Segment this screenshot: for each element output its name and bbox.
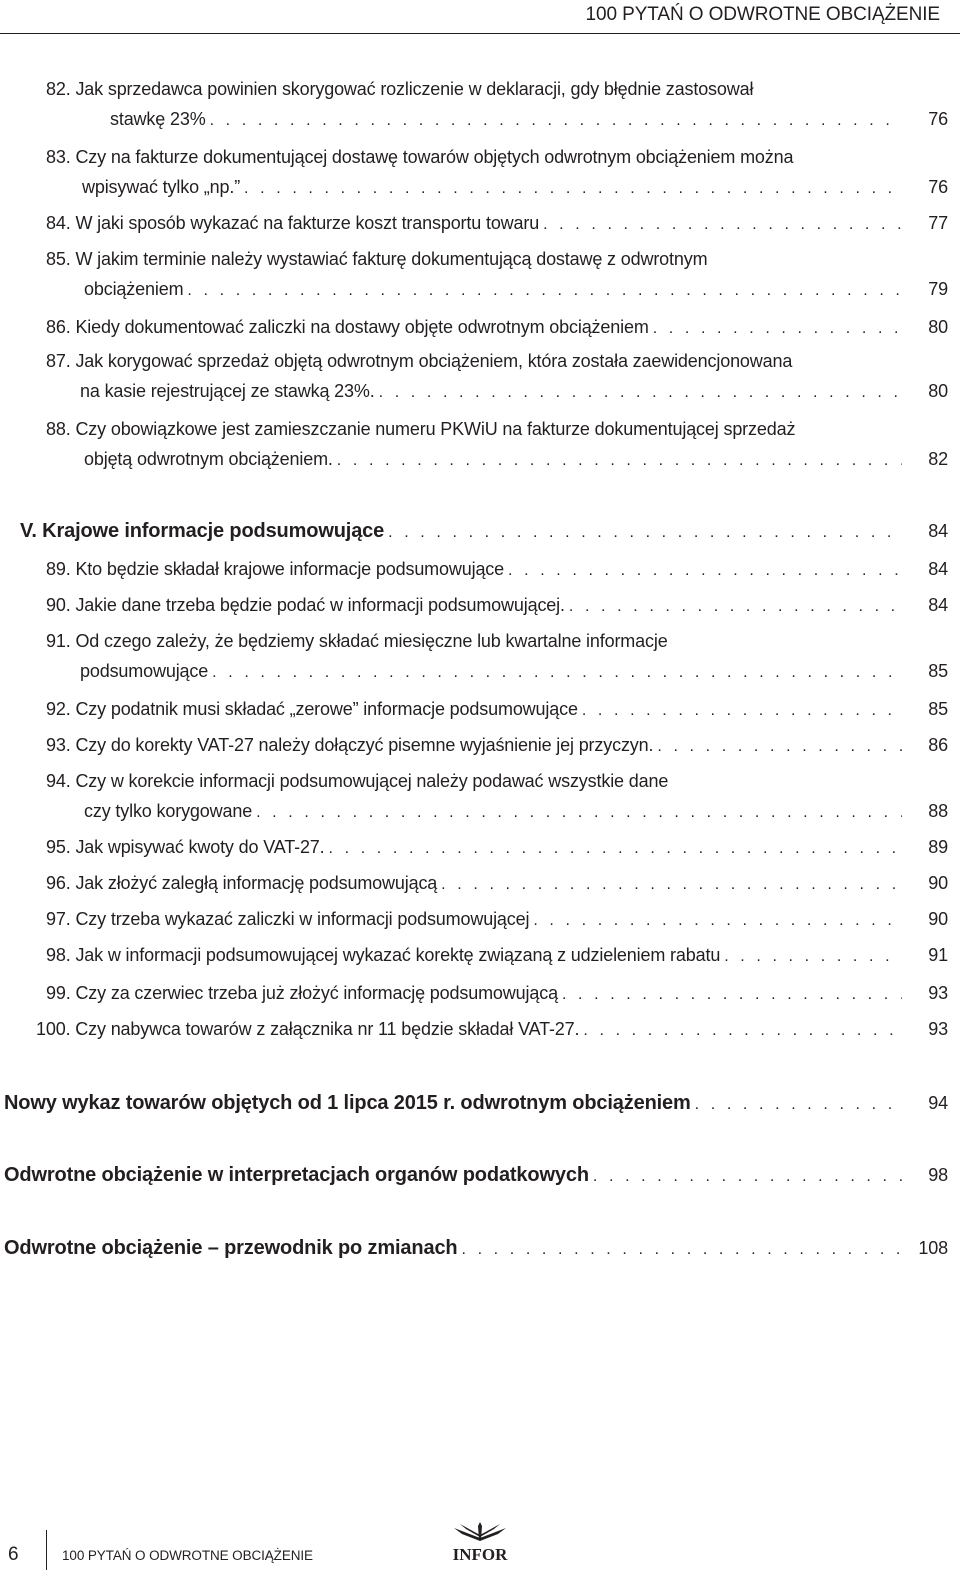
entry-number: 100. — [36, 1019, 71, 1039]
toc-entry-99[interactable] — [46, 978, 948, 1008]
dot-leader — [695, 1090, 902, 1120]
entry-title-continued: podsumowujące — [80, 661, 209, 681]
entry-title: Czy podatnik musi składać „zerowe” informacje podsumowujące — [75, 699, 578, 719]
page-number: 76 — [928, 177, 948, 197]
entry-title-continued: stawkę 23% — [110, 109, 206, 129]
entry-number: 84. — [46, 213, 71, 233]
dot-leader — [337, 446, 902, 476]
footer-title: 100 PYTAŃ O ODWROTNE OBCIĄŻENIE — [62, 1548, 313, 1563]
entry-title: Od czego zależy, że będziemy składać miesięczne lub kwartalne informacje — [75, 631, 668, 651]
page-number: 84 — [928, 521, 948, 541]
entry-number: 93. — [46, 735, 71, 755]
dot-leader — [388, 518, 902, 548]
page-number: 80 — [928, 381, 948, 401]
dot-leader — [461, 1235, 902, 1265]
running-header: 100 PYTAŃ O ODWROTNE OBCIĄŻENIE — [585, 4, 940, 25]
dot-leader — [379, 378, 902, 408]
section-title: V. Krajowe informacje podsumowujące — [20, 520, 385, 542]
entry-title: Jak w informacji podsumowującej wykazać korektę związaną z udzieleniem rabatu — [75, 945, 721, 965]
page-number: 89 — [928, 837, 948, 857]
page-number: 84 — [928, 595, 948, 615]
dot-leader — [508, 556, 902, 586]
entry-number: 91. — [46, 631, 71, 651]
toc-entry-87[interactable] — [46, 346, 948, 406]
page-number: 88 — [928, 801, 948, 821]
entry-title-continued: czy tylko korygowane — [84, 801, 253, 821]
entry-number: 83. — [46, 147, 71, 167]
entry-title: Jak złożyć zaległą informację podsumowującą — [75, 873, 438, 893]
toc-entry-93[interactable] — [46, 730, 948, 760]
page-number: 76 — [928, 109, 948, 129]
entry-number: 89. — [46, 559, 71, 579]
entry-number: 96. — [46, 873, 71, 893]
chapter-title: Nowy wykaz towarów objętych od 1 lipca 2015 r. odwrotnym obciążeniem — [4, 1092, 691, 1114]
page-number: 77 — [928, 213, 948, 233]
footer-page-number: 6 — [8, 1544, 19, 1565]
page-number: 79 — [928, 279, 948, 299]
dot-leader — [593, 1162, 902, 1192]
entry-number: 87. — [46, 351, 71, 371]
entry-title: Czy za czerwiec trzeba już złożyć informację podsumowującą — [75, 983, 558, 1003]
entry-title: Czy w korekcie informacji podsumowującej należy podawać wszystkie dane — [75, 771, 669, 791]
toc-entry-89[interactable] — [46, 554, 948, 584]
dot-leader — [533, 906, 902, 936]
toc-entry-86[interactable] — [46, 312, 948, 342]
entry-number: 90. — [46, 595, 71, 615]
page-number: 98 — [928, 1165, 948, 1185]
page-number: 85 — [928, 699, 948, 719]
entry-number: 99. — [46, 983, 71, 1003]
entry-title: Jak korygować sprzedaż objętą odwrotnym obciążeniem, która została zaewidencjonowana — [75, 351, 793, 371]
entry-number: 94. — [46, 771, 71, 791]
dot-leader — [653, 314, 902, 344]
toc-chapter-wykaz[interactable] — [4, 1088, 948, 1118]
dot-leader — [582, 696, 902, 726]
entry-title-continued: obciążeniem — [84, 279, 184, 299]
dot-leader — [256, 798, 902, 828]
entry-title-continued: wpisywać tylko „np.” — [82, 177, 241, 197]
toc-section-v[interactable] — [20, 516, 948, 546]
dot-leader — [441, 870, 902, 900]
page-number: 91 — [928, 945, 948, 965]
toc-entry-82[interactable] — [46, 74, 948, 134]
toc-entry-92[interactable] — [46, 694, 948, 724]
entry-title: Jak wpisywać kwoty do VAT-27. — [75, 837, 325, 857]
toc-entry-94[interactable] — [46, 766, 948, 826]
page-number: 86 — [928, 735, 948, 755]
chapter-title: Odwrotne obciążenie – przewodnik po zmianach — [4, 1237, 458, 1259]
dot-leader — [724, 942, 902, 972]
entry-number: 82. — [46, 79, 71, 99]
toc-entry-88[interactable] — [46, 414, 948, 474]
page-number: 93 — [928, 1019, 948, 1039]
infor-logo-icon — [432, 1522, 528, 1564]
toc-chapter-interpretacje[interactable] — [4, 1160, 948, 1190]
toc-entry-98[interactable] — [46, 940, 948, 970]
entry-number: 95. — [46, 837, 71, 857]
entry-title: Czy do korekty VAT-27 należy dołączyć pisemne wyjaśnienie jej przyczyn. — [75, 735, 654, 755]
entry-title: Jakie dane trzeba będzie podać w informacji podsumowującej. — [75, 595, 565, 615]
toc-entry-85[interactable] — [46, 244, 948, 304]
toc-chapter-przewodnik[interactable] — [4, 1233, 948, 1263]
dot-leader — [583, 1016, 902, 1046]
page-number: 84 — [928, 559, 948, 579]
page-number: 108 — [918, 1238, 948, 1258]
entry-number: 98. — [46, 945, 71, 965]
entry-title: Czy na fakturze dokumentującej dostawę towarów objętych odwrotnym obciążeniem można — [75, 147, 794, 167]
toc-entry-97[interactable] — [46, 904, 948, 934]
entry-number: 86. — [46, 317, 71, 337]
entry-number: 97. — [46, 909, 71, 929]
toc-entry-95[interactable] — [46, 832, 948, 862]
dot-leader — [569, 592, 902, 622]
entry-number: 85. — [46, 249, 71, 269]
page-number: 82 — [928, 449, 948, 469]
logo-text: INFOR — [452, 1545, 508, 1564]
dot-leader — [212, 658, 902, 688]
entry-title: Jak sprzedawca powinien skorygować rozliczenie w deklaracji, gdy błędnie zastosował — [75, 79, 754, 99]
toc-entry-90[interactable] — [46, 590, 948, 620]
toc-entry-83[interactable] — [46, 142, 948, 202]
entry-title-continued: na kasie rejestrującej ze stawką 23%. — [80, 381, 375, 401]
entry-title: Czy obowiązkowe jest zamieszczanie numeru PKWiU na fakturze dokumentującej sprzedaż — [75, 419, 796, 439]
page-number: 90 — [928, 909, 948, 929]
dot-leader — [210, 106, 902, 136]
toc-entry-91[interactable] — [46, 626, 948, 686]
entry-title: Kiedy dokumentować zaliczki na dostawy objęte odwrotnym obciążeniem — [75, 317, 649, 337]
page-number: 93 — [928, 983, 948, 1003]
infor-logo — [432, 1522, 528, 1564]
entry-title: W jaki sposób wykazać na fakturze koszt transportu towaru — [75, 213, 540, 233]
toc-entry-84[interactable] — [46, 208, 948, 238]
dot-leader — [244, 174, 902, 204]
chapter-title: Odwrotne obciążenie w interpretacjach organów podatkowych — [4, 1164, 589, 1186]
dot-leader — [543, 210, 902, 240]
dot-leader — [187, 276, 902, 306]
dot-leader — [657, 732, 902, 762]
page-number: 80 — [928, 317, 948, 337]
entry-title: Kto będzie składał krajowe informacje podsumowujące — [75, 559, 505, 579]
entry-number: 88. — [46, 419, 71, 439]
entry-title-continued: objętą odwrotnym obciążeniem. — [84, 449, 333, 469]
footer-divider — [46, 1530, 47, 1570]
toc-entry-96[interactable] — [46, 868, 948, 898]
page-number: 90 — [928, 873, 948, 893]
entry-title: Czy trzeba wykazać zaliczki w informacji podsumowującej — [75, 909, 530, 929]
dot-leader — [562, 980, 902, 1010]
entry-title: W jakim terminie należy wystawiać fakturę dokumentującą dostawę z odwrotnym — [75, 249, 708, 269]
dot-leader — [329, 834, 902, 864]
toc-entry-100[interactable] — [36, 1014, 948, 1044]
entry-title: Czy nabywca towarów z załącznika nr 11 będzie składał VAT-27. — [75, 1019, 580, 1039]
page-number: 85 — [928, 661, 948, 681]
page-number: 94 — [928, 1093, 948, 1113]
entry-number: 92. — [46, 699, 71, 719]
